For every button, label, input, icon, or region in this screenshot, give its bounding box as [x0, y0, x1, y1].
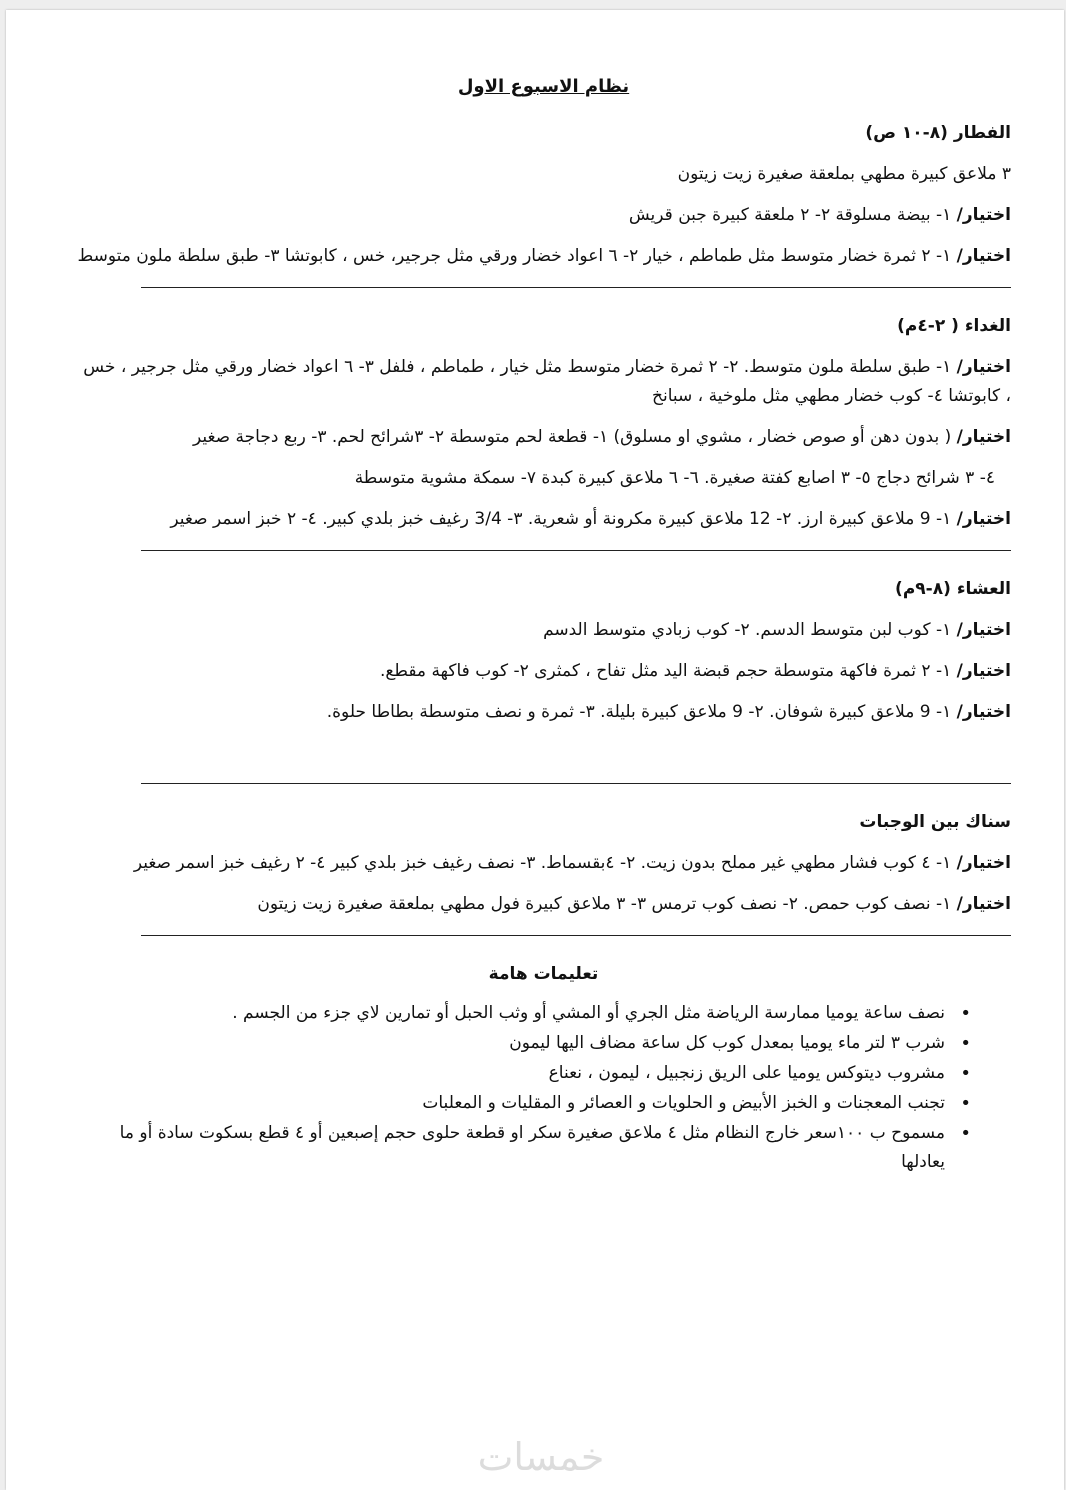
dinner-option [76, 698, 1011, 727]
option-text: ١- ٢ ثمرة فاكهة متوسطة حجم قبضة اليد مثل تفاح ، كمثرى ٢- كوب فاكهة مقطع. [379, 661, 957, 681]
option-label: اختيار/ [956, 246, 1011, 266]
option-text: ٤- ٣ شرائح دجاج ٥- ٣ اصابع كفتة صغيرة. ٦- ٦ ملاعق كبيرة كبدة ٧- سمكة مشوية متوسطة [354, 468, 995, 488]
option-text: ١- ٢ ثمرة خضار متوسط مثل طماطم ، خيار ٢- ٦ اعواد خضار ورقي مثل جرجير، خس ، كابوتشا ٣- طبق سلطة ملون متوسط [77, 246, 957, 266]
lunch-line [76, 464, 1011, 493]
option-label: اختيار/ [956, 427, 1011, 447]
snack-option [76, 890, 1011, 919]
list-item: • نصف ساعة يوميا ممارسة الرياضة مثل الجري أو المشي أو وثب الحبل أو تمارين لاي جزء من الجسم . [76, 999, 971, 1028]
lunch-heading: الغداء ( ٢-٤م) [897, 316, 1011, 336]
option-label: اختيار/ [956, 661, 1011, 681]
list-item: • مشروب ديتوكس يوميا على الريق زنجبيل ، ليمون ، نعناع [76, 1059, 971, 1088]
page-title: نظام الاسبوع الاول [457, 76, 630, 97]
breakfast-heading: الفطار (٨-١٠ ص) [865, 123, 1011, 143]
option-text: ١- بيضة مسلوقة ٢- ٢ ملعقة كبيرة جبن قريش [628, 205, 957, 225]
list-item: • تجنب المعجنات و الخبز الأبيض و الحلويات و العصائر و المقليات و المعلبات [76, 1089, 971, 1118]
section-divider [141, 287, 1011, 288]
list-item: • مسموح ب ١٠٠سعر خارج النظام مثل ٤ ملاعق صغيرة سكر او قطعة حلوى حجم إصبعين أو ٤ قطع بسكوت سادة أو ما يعادلها [76, 1119, 971, 1177]
breakfast-option [76, 201, 1011, 230]
option-text: ( بدون دهن أو صوص خضار ، مشوي او مسلوق) ١- قطعة لحم متوسطة ٢- ٣شرائح لحم. ٣- ربع دجاجة صغير [192, 427, 957, 447]
dinner-option [76, 657, 1011, 686]
option-text: ١- 9 ملاعق كبيرة ارز. ٢- 12 ملاعق كبيرة مكرونة أو شعرية. ٣- 3/4 رغيف خبز بلدي كبير. ٤- ٢ خبز اسمر صغير [170, 509, 957, 529]
option-label: اختيار/ [956, 853, 1011, 873]
snacks-heading: سناك بين الوجبات [859, 812, 1011, 832]
dinner-heading: العشاء (٨-٩م) [895, 579, 1011, 599]
option-label: اختيار/ [956, 702, 1011, 722]
notes-heading: تعليمات هامة [488, 964, 599, 984]
option-label: اختيار/ [956, 894, 1011, 914]
list-item: • شرب ٣ لتر ماء يوميا بمعدل كوب كل ساعة مضاف اليها ليمون [76, 1029, 971, 1058]
section-divider [141, 935, 1011, 936]
option-label: اختيار/ [956, 620, 1011, 640]
option-text: ١- طبق سلطة ملون متوسط. ٢- ٢ ثمرة خضار متوسط مثل خيار ، طماطم ، فلفل ٣- ٦ اعواد خضار ورقي مثل جرجير ، خس ، كابوتشا ٤- كوب خضار مطهي مثل ملوخية ، سبانخ [83, 357, 1011, 406]
option-text: ١- كوب لبن متوسط الدسم. ٢- كوب زبادي متوسط الدسم [543, 620, 957, 640]
option-label: اختيار/ [956, 205, 1011, 225]
notes-list [76, 999, 1011, 1177]
snack-option [76, 849, 1011, 878]
section-divider [141, 550, 1011, 551]
watermark-logo: خمسات [477, 1435, 605, 1479]
breakfast-line-text: ٣ ملاعق كبيرة مطهي بملعقة صغيرة زيت زيتون [677, 164, 1011, 184]
option-text: ١- ٤ كوب فشار مطهي غير مملح بدون زيت. ٢- ٤بقسماط. ٣- نصف رغيف خبز بلدي كبير ٤- ٢ رغيف خبز اسمر صغير [133, 853, 957, 873]
option-label: اختيار/ [956, 509, 1011, 529]
lunch-option [76, 423, 1011, 452]
option-label: اختيار/ [956, 357, 1011, 377]
lunch-option [76, 505, 1011, 534]
diet-plan-document [76, 72, 1011, 1178]
breakfast-line [76, 160, 1011, 189]
breakfast-option [76, 242, 1011, 271]
option-text: ١- 9 ملاعق كبيرة شوفان. ٢- 9 ملاعق كبيرة بليلة. ٣- ثمرة و نصف متوسطة بطاطا حلوة. [326, 702, 957, 722]
dinner-option [76, 616, 1011, 645]
section-divider [141, 783, 1011, 784]
lunch-option [76, 353, 1011, 411]
option-text: ١- نصف كوب حمص. ٢- نصف كوب ترمس ٣- ٣ ملاعق كبيرة فول مطهي بملعقة صغيرة زيت زيتون [257, 894, 957, 914]
document-page [6, 10, 1064, 1490]
